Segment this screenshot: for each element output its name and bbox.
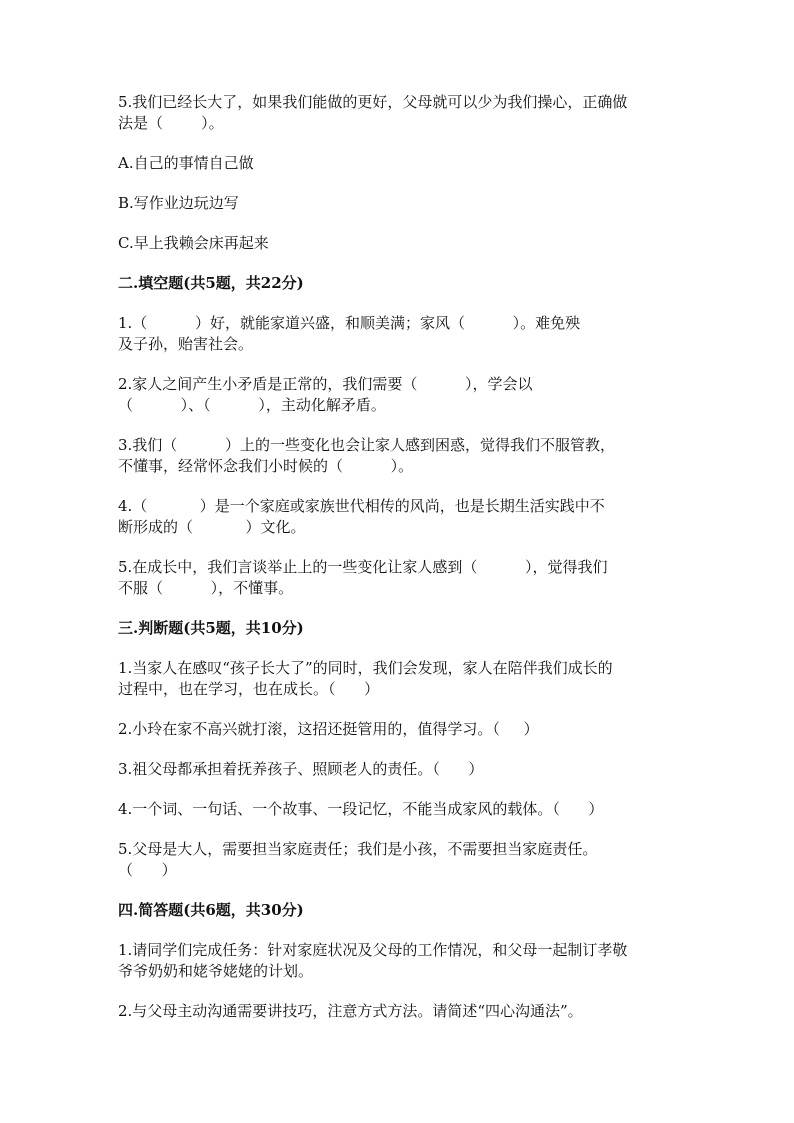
- question-text-line: 法是（ ）。: [118, 114, 224, 132]
- question-text-line: 5.在成长中，我们言谈举止上的一些变化让家人感到（ ），觉得我们: [118, 558, 608, 576]
- short-answer-question-1: [118, 940, 678, 982]
- judgment-question-2: [118, 719, 678, 740]
- exam-page: [118, 92, 678, 1041]
- fill-question-1: [118, 313, 678, 355]
- fill-question-5: [118, 557, 678, 599]
- question-text-line: 2.小玲在家不高兴就打滚，这招还挺管用的，值得学习。（ ）: [118, 720, 539, 738]
- option-a: A.自己的事情自己做: [118, 154, 254, 172]
- judgment-question-3: [118, 759, 678, 780]
- question-text-line: 1.（ ）好，就能家道兴盛，和顺美满；家风（ ）。难免殃: [118, 314, 581, 332]
- judgment-question-1: [118, 658, 678, 700]
- question-text-line: （ ）: [118, 861, 177, 879]
- judgment-question-4: [118, 799, 678, 820]
- choice-question-5: [118, 92, 678, 134]
- section-heading-judgment: 三.判断题(共5题，共10分): [118, 619, 304, 637]
- question-text-line: （ ）、（ ），主动化解矛盾。: [118, 396, 386, 414]
- question-text-line: 爷爷奶奶和姥爷姥姥的计划。: [118, 962, 314, 980]
- question-text-line: 1.请同学们完成任务：针对家庭状况及父母的工作情况，和父母一起制订孝敬: [118, 941, 628, 959]
- section-heading-short-answer: 四.简答题(共6题，共30分): [118, 901, 304, 919]
- short-answer-question-2: [118, 1001, 678, 1022]
- option-b: B.写作业边玩边写: [118, 194, 239, 212]
- question-text-line: 2.家人之间产生小矛盾是正常的，我们需要（ ），学会以: [118, 375, 533, 393]
- question-text-line: 4.一个词、一句话、一个故事、一段记忆，不能当成家风的载体。（ ）: [118, 800, 604, 818]
- question-text-line: 断形成的（ ）文化。: [118, 518, 306, 536]
- question-text-line: 不服（ ），不懂事。: [118, 579, 294, 597]
- question-text-line: 2.与父母主动沟通需要讲技巧，注意方式方法。请简述“四心沟通法”。: [118, 1002, 583, 1020]
- question-text-line: 过程中，也在学习，也在成长。（ ）: [118, 680, 380, 698]
- judgment-question-5: [118, 839, 678, 881]
- fill-question-4: [118, 496, 678, 538]
- fill-question-3: [118, 435, 678, 477]
- question-text-line: 4.（ ）是一个家庭或家族世代相传的风尚，也是长期生活实践中不: [118, 497, 605, 515]
- question-text-line: 及子孙，贻害社会。: [118, 335, 254, 353]
- question-text-line: 3.我们（ ）上的一些变化也会让家人感到困惑，觉得我们不服管教，: [118, 436, 615, 454]
- question-text-line: 1.当家人在感叹“孩子长大了”的同时，我们会发现，家人在陪伴我们成长的: [118, 659, 613, 677]
- fill-question-2: [118, 374, 678, 416]
- question-text-line: 3.祖父母都承担着抚养孩子、照顾老人的责任。（ ）: [118, 760, 484, 778]
- option-c: C.早上我赖会床再起来: [118, 234, 269, 252]
- question-text-line: 5.我们已经长大了，如果我们能做的更好，父母就可以少为我们操心，正确做: [118, 93, 628, 111]
- section-heading-fill-blank: 二.填空题(共5题，共22分): [118, 274, 304, 292]
- question-text-line: 5.父母是大人，需要担当家庭责任；我们是小孩，不需要担当家庭责任。: [118, 840, 598, 858]
- question-text-line: 不懂事，经常怀念我们小时候的（ ）。: [118, 457, 414, 475]
